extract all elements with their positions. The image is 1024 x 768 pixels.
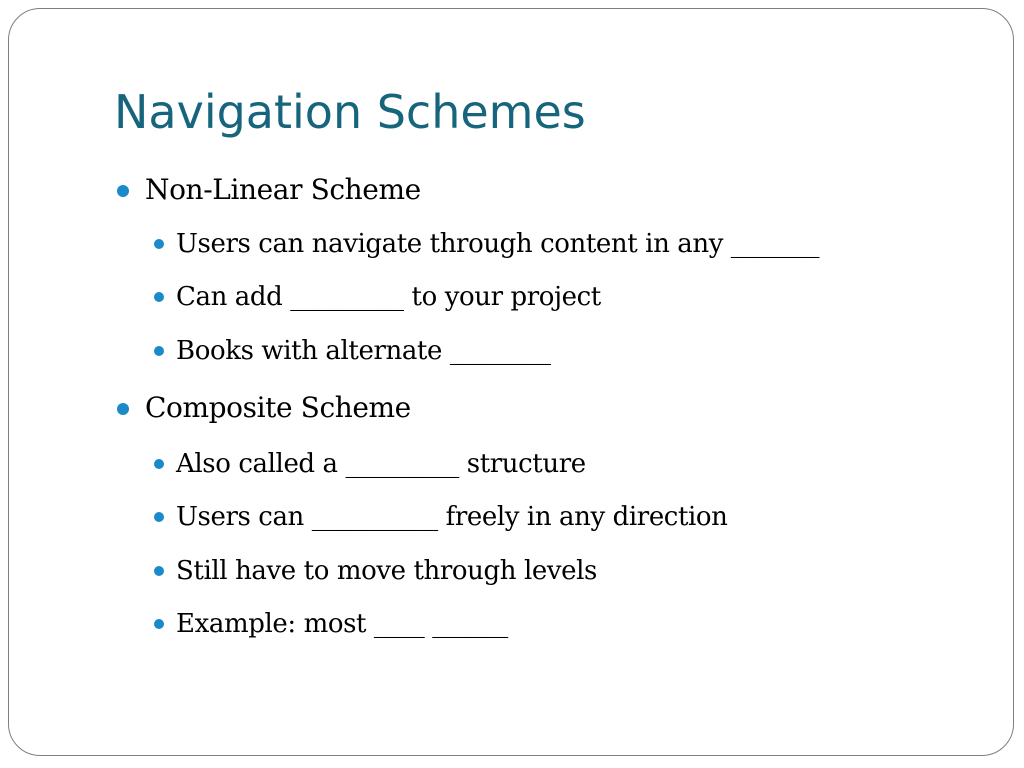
bullet-text: Users can __________ freely in any direction — [176, 502, 728, 532]
bullet-text: Non-Linear Scheme — [145, 173, 421, 206]
bullet-text: Users can navigate through content in any _______ — [176, 229, 820, 259]
bullet-text: Also called a _________ structure — [176, 449, 586, 479]
bullet-dot-icon — [154, 512, 164, 522]
bullet-dot-icon — [154, 566, 164, 576]
bullet-dot-icon — [117, 185, 129, 197]
bullet-dot-icon — [154, 459, 164, 469]
bullet-composite-scheme — [145, 390, 411, 426]
bullet-text: Can add _________ to your project — [176, 282, 601, 312]
bullet-dot-icon — [154, 292, 164, 302]
bullet-text: Still have to move through levels — [176, 556, 597, 586]
bullet-text: Example: most ____ ______ — [176, 609, 508, 639]
sub-bullet-books-alternate — [176, 334, 551, 368]
sub-bullet-navigate-any — [176, 227, 819, 261]
sub-bullet-also-called — [176, 447, 586, 481]
sub-bullet-can-add — [176, 280, 601, 314]
bullet-dot-icon — [117, 403, 129, 415]
bullet-non-linear-scheme — [145, 172, 421, 208]
bullet-dot-icon — [154, 619, 164, 629]
bullet-text: Books with alternate ________ — [176, 336, 551, 366]
sub-bullet-example — [176, 607, 508, 641]
bullet-dot-icon — [154, 346, 164, 356]
sub-bullet-users-can-freely — [176, 500, 728, 534]
bullet-text: Composite Scheme — [145, 391, 411, 424]
slide-title: Navigation Schemes — [114, 85, 586, 139]
bullet-dot-icon — [154, 239, 164, 249]
sub-bullet-move-through-levels — [176, 554, 597, 588]
